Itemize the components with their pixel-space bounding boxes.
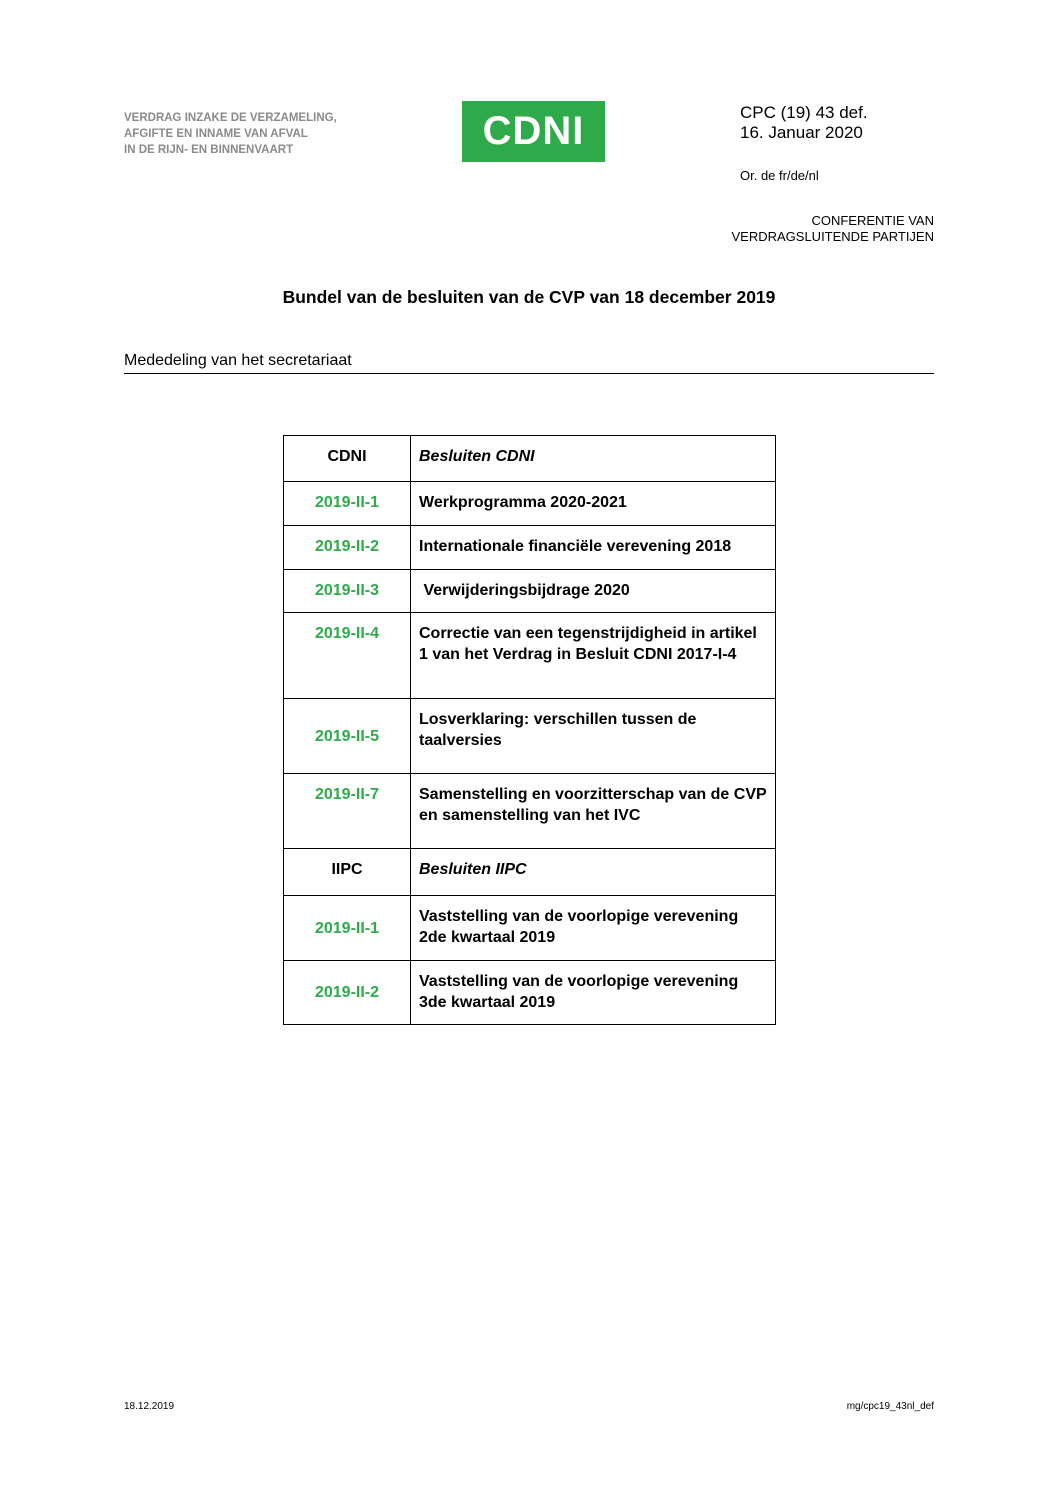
page-title: Bundel van de besluiten van de CVP van 18 december 2019 — [282, 287, 776, 307]
footer-file: mg/cpc19_43nl_def — [846, 1401, 934, 1412]
decision-title: Vaststelling van de voorlopige verevening 2de kwartaal 2019 — [411, 896, 776, 961]
page-subtitle: Mededeling van het secretariaat — [124, 352, 934, 374]
footer-date: 18.12.2019 — [124, 1401, 175, 1412]
org-name-line: AFGIFTE EN INNAME VAN AFVAL — [124, 128, 308, 140]
decision-code: 2019-II-5 — [284, 699, 411, 774]
table-row — [284, 570, 776, 613]
decision-code: 2019-II-1 — [284, 896, 411, 961]
conference-line: CONFERENTIE VAN — [811, 213, 934, 228]
org-name-line: IN DE RIJN- EN BINNENVAART — [124, 144, 294, 156]
section-title: Besluiten IIPC — [411, 849, 776, 896]
decision-code: 2019-II-3 — [284, 570, 411, 613]
table-row — [284, 896, 776, 961]
decision-title: Correctie van een tegenstrijdigheid in artikel 1 van het Verdrag in Besluit CDNI 2017-I-4 — [411, 613, 776, 699]
decision-title: Vaststelling van de voorlopige verevening 3de kwartaal 2019 — [411, 961, 776, 1025]
cdni-logo — [462, 101, 605, 162]
table-row — [284, 774, 776, 849]
org-name — [124, 110, 337, 158]
section-row — [284, 849, 776, 896]
decision-code: 2019-II-4 — [284, 613, 411, 699]
section-row — [284, 436, 776, 482]
section-code: IIPC — [284, 849, 411, 896]
decision-code: 2019-II-2 — [284, 961, 411, 1025]
table-row — [284, 482, 776, 526]
decision-title: Verwijderingsbijdrage 2020 — [411, 570, 776, 613]
decision-code: 2019-II-1 — [284, 482, 411, 526]
decision-code: 2019-II-7 — [284, 774, 411, 849]
table-row — [284, 613, 776, 699]
table-row — [284, 526, 776, 570]
decision-title: Werkprogramma 2020-2021 — [411, 482, 776, 526]
decision-code: 2019-II-2 — [284, 526, 411, 570]
decision-title: Losverklaring: verschillen tussen de taalversies — [411, 699, 776, 774]
conference-line: VERDRAGSLUITENDE PARTIJEN — [731, 229, 934, 244]
doc-date: 16. Januar 2020 — [740, 123, 863, 142]
logo-text: CDNI — [482, 109, 585, 153]
table-row — [284, 699, 776, 774]
decision-title: Samenstelling en voorzitterschap van de CVP en samenstelling van het IVC — [411, 774, 776, 849]
original-languages: Or. de fr/de/nl — [740, 168, 819, 183]
org-name-line: VERDRAG INZAKE DE VERZAMELING, — [124, 112, 337, 124]
conference-name — [731, 213, 934, 245]
decision-title: Internationale financiële verevening 2018 — [411, 526, 776, 570]
decisions-table — [283, 435, 776, 1025]
section-code: CDNI — [284, 436, 411, 482]
document-reference — [740, 103, 868, 143]
table-row — [284, 961, 776, 1025]
section-title: Besluiten CDNI — [411, 436, 776, 482]
doc-ref: CPC (19) 43 def. — [740, 103, 868, 122]
